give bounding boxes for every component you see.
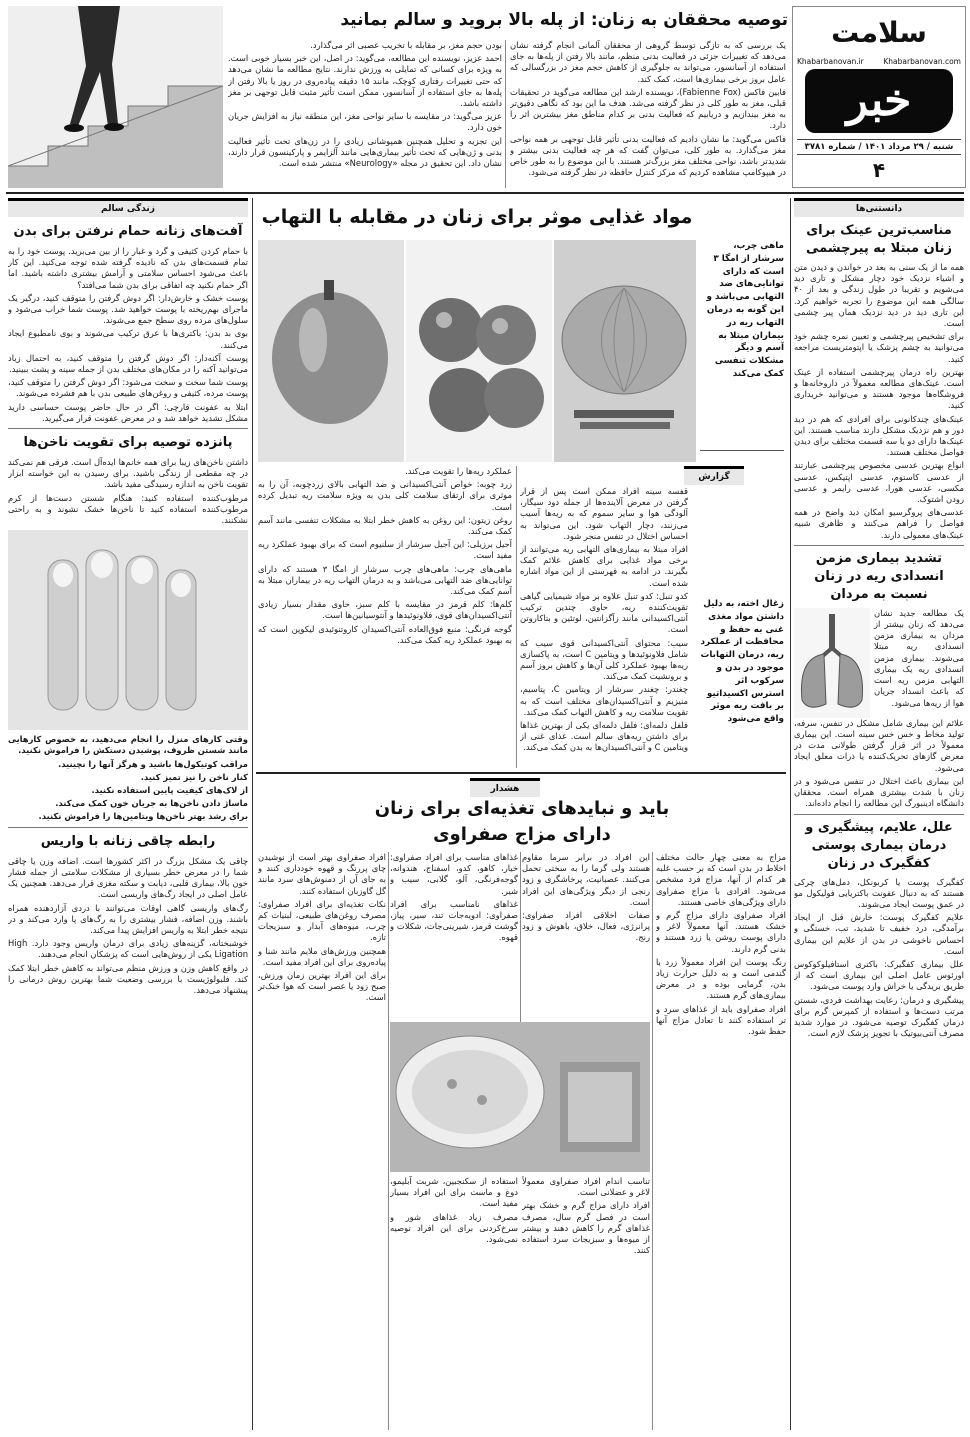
nutrition-col4: افراد صفراوی بهتر است از نوشیدن چای پررنگ و قهوه خودداری کنند و به جای آن از دمنوش‌های سرد مانند گل گاوزبان استفاده کنند. نکات تغذیه‌ای برای افراد صفراوی: مصرف روغن‌های طبیعی، لبنیات کم چرب، میوه‌های آبدار و سبزیجات تازه. همچنین ورزش‌های ملایم مانند شنا و پیاده‌روی برای این افراد مفید است. برای این افراد بهترین زمان ورزش، صبح زود یا عصر است که هوا خنک‌تر است. (258, 852, 386, 1003)
nails-tips: وقتی کارهای منزل را انجام می‌دهید، به خصوص کارهایی مانند شستن ظروف، پوشیدن دستکش را فراموش نکنید. مراقب کوتیکول‌ها باشید و هرگز آنها را نچینید. کنار ناخن را نیز تمیز کنید. از لاک‌های کیفیت پایین استفاده نکنید. ماساژ دادن ناخن‌ها به جریان خون کمک می‌کند. برای رشد بهتر ناخن‌ها ویتامین‌ها را فراموش نکنید. (8, 734, 248, 822)
article-title-copd: تشدید بیماری مزمن انسدادی ریه در زنان نسبت به مردان (814, 550, 944, 602)
warning-tag: هشدار (470, 778, 540, 797)
right-column (794, 222, 964, 1430)
top-story-paragraph: عزیز می‌گوید: در مقایسه با سایر نواحی مغز، این منطقه نیاز به افزایش جریان خون دارد. (228, 111, 502, 133)
stairs-woman-photo (8, 6, 223, 188)
pullquote-fatty-fish: ماهی چرب، سرشار از امگا ۳ است که دارای توانایی‌های ضد التهابی می‌باشد و این گونه به درمان التهاب ریه در بیماران مبتلا به آسم و دیگر مشکلات تنفسی کمک می‌کند (700, 240, 784, 451)
nutrition-title (258, 796, 786, 848)
article-title-shower: آفت‌های زنانه حمام نرفتن برای بدن (13, 224, 243, 239)
pumpkin-illustration (554, 240, 696, 462)
pepper-illustration (258, 240, 404, 462)
top-story-paragraph: فابین فاکس (Fabienne Fox)، نویسنده ارشد این مطالعه می‌گوید در تحقیقات قبلی، مغز به طور کلی در نظر گرفته می‌شد. هدف ما این بود که نگاهی دقیق‌تر به مغز بیندازیم و دریابیم که فعالیت بدنی بر کدام مناطق مغز بیشترین اثر را دارد. (510, 86, 786, 131)
hand-illustration (8, 530, 248, 730)
soup-photo (390, 1022, 650, 1172)
dateline: شنبه / ۲۹ مرداد ۱۴۰۱ / شماره ۳۷۸۱ (797, 139, 961, 155)
left-column (8, 222, 248, 1430)
top-story-col2 (228, 40, 502, 188)
article-body-nails: داشتن ناخن‌های زیبا برای همه خانم‌ها ایده‌آل است. فرقی هم نمی‌کند در چه مقطعی از زندگی باشید. برای رسیدن به این خواسته ابزار تقویت ناخن به اندازه رسیدگی مفید باشد. مرطوب‌کننده استفاده کنید: هنگام شستن دست‌ها از کرم مرطوب‌کننده استفاده کنید تا ناخن‌ها خشک نشوند و به راحتی نشکنند. (8, 457, 248, 526)
nutrition-title-line2: دارای مزاج صفراوی (433, 824, 611, 845)
masthead (792, 6, 966, 188)
top-story-title: توصیه محققان به زنان: از پله بالا بروید و سالم بمانید (340, 10, 788, 30)
newspaper-logo: خبر (805, 69, 953, 133)
main-feature-col2: عملکرد ریه‌ها را تقویت می‌کند. زرد چوبه: خواص آنتی‌اکسیدانی و ضد التهابی بالای زردچوبه، آن را به موثری برای ارتقای سلامت کلی بدن به ویژه سلامت ریه تبدیل کرده است. روغن زیتون: این روغن به کاهش خطر ابتلا به مشکلات تنفسی مانند آسم کمک می‌کند. آجیل برزیلی: این آجیل سرشار از سلنیوم است که برای بهبود عملکرد ریه مفید است. ماهی‌های چرب: ماهی‌های چرب سرشار از امگا ۳ هستند که دارای توانایی‌های ضد التهابی می‌باشد و به درمان التهاب ریه در بیماران مبتلا به آسم کمک می‌کند. کلم‌ها: کلم قرمز در مقایسه با کلم سبز، حاوی مقدار بسیار زیادی آنتی‌اکسیدان‌های قوی، فلاونوئیدها و آنتوسیانین‌ها است. گوجه فرنگی: منبع فوق‌العاده آنتی‌اکسیدان کاروتنوئیدی لیکوپن است که به بهبود عملکرد ریه کمک می‌کند. (258, 466, 512, 645)
article-title-nails: پانزده توصیه برای تقویت ناخن‌ها (23, 435, 233, 451)
article-title-varicose: رابطه چاقی زنانه با واریس (40, 833, 216, 849)
nutrition-title-line1: باید و نبایدهای تغذیه‌ای برای زنان (374, 798, 670, 819)
article-title-glasses: مناسب‌ترین عینک برای زنان مبتلا به پیرچشمی (806, 223, 952, 256)
top-story-paragraph: بودن حجم مغز، بر مقابله با تخریب عصبی اثر می‌گذارد. (310, 40, 502, 50)
nutrition-col3: غذاهای مناسب برای افراد صفراوی: خیار، کاهو، کدو، اسفناج، هندوانه، گوجه‌فرنگی، آلو، گلابی، سیب و شیر. غذاهای نامناسب برای افراد صفراوی: ادویه‌جات تند، سیر، پیاز، گوشت قرمز، شیرینی‌جات، شکلات و قهوه. (390, 852, 518, 943)
nutrition-col3-continued: استفاده از سکنجبین، شربت آبلیمو، دوغ و ماست برای این افراد بسیار مفید است. مصرف زیاد غذاهای شور و سرخ‌کردنی برای این افراد توصیه نمی‌شود. (390, 1176, 518, 1245)
left-section-tag: زندگی سالم (8, 198, 248, 217)
masthead-section-title: سلامت (831, 16, 927, 49)
pumpkin-photo (554, 240, 696, 462)
main-feature-col1: قفسه سینه افراد ممکن است پس از قرار گرفتن در معرض آلاینده‌ها از جمله دود سیگار، آلودگی هوا و سایر سموم که به ریه‌ها آسیب می‌زنند، دچار التهاب شود. این می‌تواند به احساس اختلال در تنفس منجر شود. افراد مبتلا به بیماری‌های التهابی ریه می‌توانند از برخی مواد غذایی برای کاهش علائم کمک بگیرند. در ادامه به فهرستی از این مواد اشاره شده است. کدو تنبل: کدو تنبل علاوه بر مواد شیمیایی گیاهی تقویت‌کننده ریه، حاوی چندین ترکیب آنتی‌اکسیدانی مانند زآگزانتین، لوتئین و بتاکاروتن است. سیب: محتوای آنتی‌اکسیدانی قوی سیب که شامل فلاونوئیدها و ویتامین C است، به پاکسازی ریه‌ها بهبود عملکرد کلی آن‌ها و کاهش بروز آسم و برونشیت کمک می‌کند. چغندر: چغندر سرشار از ویتامین C، پتاسیم، منیزیم و آنتی‌اکسیدان‌های مختلف است که به تقویت سلامت ریه و کاهش التهاب کمک می‌کند. فلفل دلمه‌ای: فلفل دلمه‌ای یکی از بهترین غذاها برای داشتن ریه‌های سالم است. غذای غنی از ویتامین C و آنتی‌اکسیدان‌ها به بدن کمک می‌کند. (520, 486, 688, 753)
article-body-copd: علائم این بیماری شامل مشکل در تنفس، سرفه، تولید مخاط و خس خس سینه است. این بیماری معمولاً در اثر قرار گرفتن طولانی مدت در معرض گازهای تحریک‌کننده یا ذرات معلق ایجاد می‌شود. این بیماری باعث اختلال در تنفس می‌شود و در زنان با شدت بیشتری همراه است. محققان دانشگاه ادینبورگ این مطالعه را انجام داده‌اند. (794, 717, 964, 809)
soup-illustration (390, 1022, 650, 1172)
masthead-site-1[interactable]: Khabarbanovan.ir (797, 57, 864, 66)
nutrition-col2: این افراد در برابر سرما مقاوم هستند ولی گرما را به سختی تحمل می‌کنند. عصبانیت، پرخاشگری و زود رنجی از دیگر ویژگی‌های این افراد است. صفات اخلاقی افراد صفراوی: پرانرژی، فعال، خلاق، باهوش و زود رنج. (522, 852, 650, 943)
article-title-carbuncle: علل، علایم، پیشگیری و درمان بیماری پوستی کفگیرک در زنان (805, 819, 953, 871)
report-tag: گزارش (684, 466, 744, 485)
article-body-glasses: همه ما از یک سنی به بعد در خواندن و دیدن متن و اشیاء نزدیک خود دچار مشکل و تاری دید می‌شویم و تقریبا در طول زندگی و بعد از ۴۰ سالگی همه این موضوع را تجربه خواهیم کرد. این تاری دید در دید نزدیک همان پیر چشمی است. برای تشخیص پیرچشمی و تعیین نمره چشم خود می‌توانید به چشم پزشک یا اپتومتریست مراجعه کنید. بهترین راه درمان پیرچشمی استفاده از عینک است. عینک‌های مطالعه معمولاً در داروخانه‌ها و فروشگاه‌ها موجود هستند و می‌توانید خریداری کنید. عینک‌های چندکانونی برای افرادی که هم در دید دور و هم نزدیک مشکل دارند مناسب هستند. این عینک‌ها دارای دو یا سه قسمت مختلف برای دیدن فواصل مختلف هستند. انواع بهترین عدسی مخصوص پیرچشمی عبارتند از عدسی کاستوم، عدسی اپتیکس، عدسی مکسی، عدسی هورا، عدسی رایمر و عدسی رودن اشتوک. عدسی‌های پروگرسیو امکان دید واضح در همه فواصل را فراهم می‌کنند و ظاهری شبیه عینک‌های معمولی دارند. (794, 262, 964, 540)
bell-pepper-photo (258, 240, 404, 462)
tomatoes-photo (406, 240, 552, 462)
nails-photo (8, 530, 248, 730)
top-story-paragraph: احمد عزیز، نویسنده این مطالعه، می‌گوید: در اصل، این خبر بسیار خوبی است. به ویژه برای کسانی که تمایلی به ورزش ندارند. نتایج مطالعه ما نشان می‌دهد که حتی تغییرات رفتاری کوچک، مانند ۱۵ دقیقه پیاده‌روی در روز یا بالا رفتن از پله‌ها به جای استفاده از آسانسور، ممکن است تأثیر مثبت قابل توجهی بر مغز داشته باشد. (228, 53, 502, 109)
top-story-paragraph: یک بررسی که به تازگی توسط گروهی از محققان آلمانی انجام گرفته نشان می‌دهد که تغییرات جزئی در فعالیت بدنی منظم، مانند بالا رفتن از پله‌ها به جای استفاده از آسانسور، می‌تواند به جلوگیری از کاهش حجم مغز در بزرگسالی که عامل بروز برخی بیماری‌ها است، کمک کند. (510, 40, 786, 84)
article-body-shower: با حمام کردن کثیفی و گرد و غبار را از بین می‌برید. پوست خود را به تمام قسمت‌های بدن که نادیده گرفته شده توجه می‌کنید. این کار باعث می‌شود احساس سلامتی و آرامش بیشتری داشته باشید. اما اگر حمام نکنید چه اتفاقی برای بدن شما می‌افتد؟ پوست خشک و خارش‌دار: اگر دوش گرفتن را متوقف کنید، درگیر یک ماجرای بهم‌ریخته با پوست خواهید شد. پوست شما خراب می‌شود و سلول‌های مرده روی سطح جمع می‌شوند. بوی بد بدن: باکتری‌ها با عرق ترکیب می‌شوند و بوی نامطبوع ایجاد می‌کنند. پوست آکنه‌دار: اگر دوش گرفتن را متوقف کنید، به احتمال زیاد می‌توانید آکنه را در مکان‌های مختلف بدن از جمله سینه و پشت ببینید. پوست شما سخت و سخت می‌شود: اگر دوش گرفتن را متوقف کنید، پوست مرده، کثیفی و روغن‌های طبیعی بدن با هم فشرده می‌شوند. ابتلا به عفونت قارچی: اگر در حال حاضر پوست حساسی دارید مشکل تشدید خواهد شد و در معرض عفونت قرار می‌گیرید. (8, 246, 248, 423)
article-body-copd-intro: یک مطالعه جدید نشان می‌دهد که زنان بیشتر از مردان به بیماری مزمن انسدادی ریه مبتلا می‌شوند. بیماری مزمن انسدادی ریه یک بیماری التهابی مزمن ریه است که باعث انسداد جریان هوا از ریه‌ها می‌شود. (874, 607, 964, 708)
lungs-icon (794, 608, 870, 718)
main-feature-title: مواد غذایی موثر برای زنان در مقابله با التهاب (261, 206, 693, 228)
tomatoes-illustration (406, 240, 552, 462)
lungs-illustration (794, 608, 870, 718)
article-body-carbuncle: کفگیرک پوست یا کربونکل، دمل‌های چرکی هستند که به دنبال عفونت باکتریایی فولیکول مو در عمق پوست ایجاد می‌شوند. علایم کفگیرک پوست: خارش قبل از ایجاد برآمدگی، درد خفیف تا شدید، تب، خستگی و احساس ناخوشی در بدن از علایم این بیماری است. علل بیماری کفگیرک: باکتری استافیلوکوکوس اورئوس عامل اصلی این بیماری است که از طریق بریدگی یا خراش وارد پوست می‌شود. پیشگیری و درمان: رعایت بهداشت فردی، شستن مرتب دست‌ها و استفاده از کمپرس گرم برای درمان کفگیرک توصیه می‌شود. در موارد شدید مصرف آنتی‌بیوتیک با تجویز پزشک لازم است. (794, 876, 964, 1039)
top-story-paragraph: فاکس می‌گوید: ما نشان دادیم که فعالیت بدنی تأثیر قابل توجهی بر همه نواحی مغز می‌گذارد. به طور کلی، می‌توان گفت که هر چه فعالیت بدنی بیشتر و شدیدتر باشد، نواحی مختلف مغز بزرگ‌تر هستند. با این موضوع را به طور خاص در هیپوکامپ مشاهده کردیم که مرکز کنترل حافظه در نظر گرفته می‌شود. (510, 133, 786, 178)
stairs-illustration (8, 6, 223, 188)
nutrition-col1: مزاج به معنی چهار حالت مختلف اخلاط در بدن است که بر حسب غلبه هر کدام از آنها، مزاج فرد مشخص می‌شود. افرادی با مزاج صفراوی دارای ویژگی‌های خاصی هستند. افراد صفراوی دارای مزاج گرم و خشک هستند. آنها معمولاً لاغر و دارای پوست روشن یا زرد هستند و بدنی گرم دارند. رنگ پوست این افراد معمولاً زرد یا گندمی است و به دلیل حرارت زیاد بدن، گرمایی بوده و در معرض بیماری‌های گرم هستند. افراد صفراوی باید از غذاهای سرد و تر استفاده کنند تا تعادل مزاج آنها حفظ شود. (656, 852, 786, 1037)
right-section-tag: دانستنی‌ها (794, 198, 964, 217)
masthead-site-2[interactable]: Khabarbanovan.com (883, 57, 961, 66)
article-body-varicose: چاقی یک مشکل بزرگ در اکثر کشورها است. اضافه وزن یا چاقی شما را در معرض خطر بسیاری از مشکلات سلامتی از جمله فشار خون بالا، بیماری قلبی، دیابت و سکته مغزی قرار می‌دهد. همچنین یک عامل اصلی در ایجاد رگ‌های واریسی است. رگ‌های واریسی گاهی اوقات می‌توانند با دردی آزاردهنده همراه باشند. وزن اضافه، فشار بیشتری را به رگ‌های پا وارد می‌کند و در نتیجه خطر ابتلا به واریس افزایش پیدا می‌کند. خوشبختانه، گزینه‌های زیادی برای درمان واریس وجود دارد. High Ligation یکی از روش‌هایی است که پزشکان انجام می‌دهند. در واقع کاهش وزن و ورزش منظم می‌تواند به کاهش خطر ابتلا کمک کند. فلبولوژیست با بررسی وضعیت شما بهترین روش درمانی را پیشنهاد می‌دهد. (8, 855, 248, 995)
nutrition-col2-continued: تناسب اندام افراد صفراوی معمولاً لاغر و عضلانی است. افراد دارای مزاج گرم و خشک بهتر است در فصل گرم سال، مصرف غذاهای گرم را کاهش دهند و بیشتر از میوه‌ها و سبزیجات سرد استفاده کنند. (522, 1176, 650, 1256)
pullquote-cranberry: زغال اخته، به دلیل داشتن مواد مغذی غنی به حفظ و محافظت از عملکرد ریه، درمان التهابات موجود در بدن و سرکوب اثر استرس اکسیداتیو بر بافت ریه موثر واقع می‌شود (700, 599, 784, 725)
top-story-paragraph: این تجزیه و تحلیل همچنین همپوشانی زیادی را در زن‌های تحت تأثیر فعالیت بدنی و ژن‌هایی که تحت تأثیر بیماری‌هایی مانند آلزایمر و پارکینسون قرار دارند، نشان داد. این تحقیق در مجله «Neurology» منتشر شده است. (228, 135, 502, 169)
page-number: ۴ (872, 158, 886, 182)
top-story-col1 (510, 40, 786, 188)
